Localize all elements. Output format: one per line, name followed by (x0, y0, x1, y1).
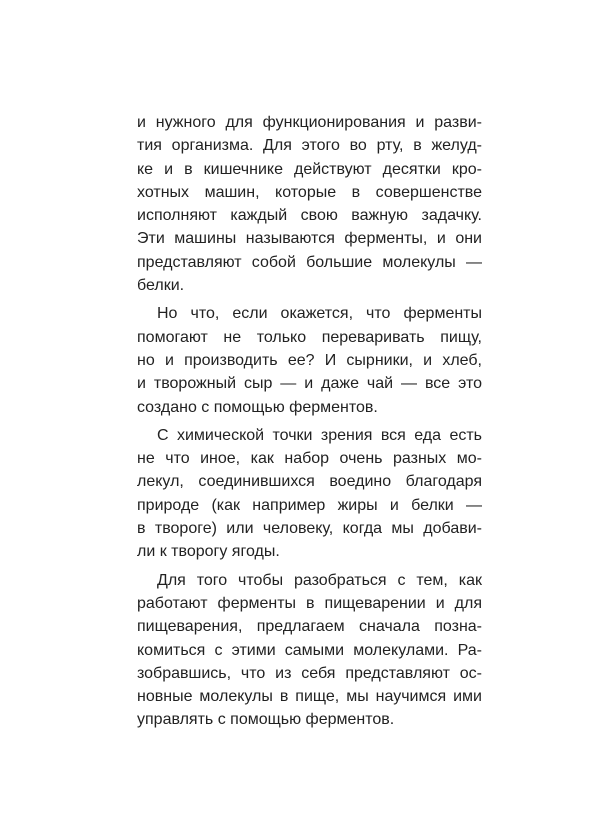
text-line: представляют собой большие молекулы — (137, 253, 482, 271)
paragraph-1 (137, 111, 482, 297)
text-line: комиться с этими самыми молекулами. Ра- (137, 641, 482, 659)
text-line: лекул, соединившихся воедино благодаря (137, 473, 482, 491)
text-line: и творожный сыр — и даже чай — все это (137, 375, 482, 393)
text-line: Для того чтобы разобраться с тем, как (157, 571, 482, 589)
text-line: создано с помощью ферментов. (137, 398, 378, 416)
text-line: исполняют каждый свою важную задачку. (137, 207, 482, 225)
text-line: помогают не только переваривать пищу, (137, 328, 482, 346)
paragraph-3 (137, 424, 482, 564)
text-line: в твороге) или человеку, когда мы добави- (137, 520, 482, 538)
text-line: работают ферменты в пищеварении и для (137, 594, 482, 612)
text-line: и нужного для функционирования и разви- (137, 114, 482, 131)
text-line: белки. (137, 277, 185, 295)
text-line: хотных машин, которые в совершенстве (137, 183, 482, 201)
text-line: Эти машины называются ферменты, и они (137, 230, 482, 248)
text-line: но и производить ее? И сырники, и хлеб, (137, 351, 482, 369)
text-line: С химической точки зрения вся еда есть (157, 426, 482, 444)
text-line: ке и в кишечнике действуют десятки кро- (137, 160, 482, 178)
text-line: зобравшись, что из себя представляют ос- (137, 664, 482, 682)
text-line: Но что, если окажется, что ферменты (157, 305, 482, 323)
text-line: новные молекулы в пище, мы научимся ими (137, 688, 482, 706)
text-line: тия организма. Для этого во рту, в желуд- (137, 137, 482, 155)
paragraph-4 (137, 569, 482, 732)
text-line: не что иное, как набор очень разных мо- (137, 450, 482, 468)
paragraph-2 (137, 302, 482, 418)
text-line: природе (как например жиры и белки — (137, 496, 482, 514)
text-line: пищеварения, предлагаем сначала позна- (137, 618, 482, 636)
body-text (137, 111, 482, 732)
text-line: ли к творогу ягоды. (137, 543, 280, 561)
text-line: управлять с помощью ферментов. (137, 711, 395, 729)
